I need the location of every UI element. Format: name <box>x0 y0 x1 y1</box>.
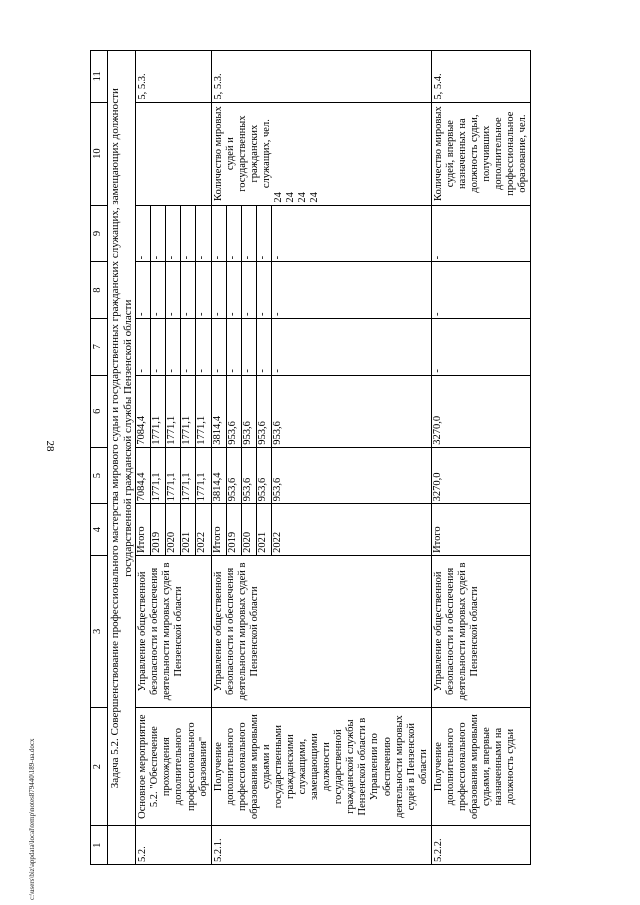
federal-budget-value: - <box>271 369 283 373</box>
regional-budget-value: 1771,1 <box>151 376 166 447</box>
page-number: 28 <box>44 440 56 452</box>
total-funding-value: 953,6 <box>271 477 283 502</box>
row-number: 5.2.1. <box>211 826 431 865</box>
municipal-budget-value: - <box>431 312 443 316</box>
indicator-value: 24 <box>285 192 297 203</box>
activity-name: Основное мероприятие 5.2. "Обеспечение прохождения дополнительного профессионального образования" <box>136 707 211 825</box>
total-funding <box>211 447 431 504</box>
target-indicator-ref: 5, 5.3. <box>136 51 211 103</box>
federal-budget <box>211 318 431 375</box>
years-list <box>431 504 531 556</box>
federal-budget-value: - <box>181 319 196 375</box>
other-sources <box>211 205 431 262</box>
row-number: 5.2.2. <box>431 826 531 865</box>
other-sources-value: - <box>166 206 181 262</box>
years-list-value: Итого <box>212 504 227 555</box>
table-row <box>211 51 431 865</box>
federal-budget-value: - <box>136 319 151 375</box>
municipal-budget-value: - <box>227 262 242 318</box>
regional-budget-value: 3814,4 <box>212 376 227 447</box>
other-sources-value: - <box>136 206 151 262</box>
years-list-value: 2022 <box>271 531 283 553</box>
federal-budget-value: - <box>151 319 166 375</box>
municipal-budget-value: - <box>196 312 208 316</box>
federal-budget-value: - <box>242 319 257 375</box>
years-list-value: 2021 <box>257 504 272 555</box>
total-funding-value: 3814,4 <box>212 448 227 504</box>
total-funding-value: 1771,1 <box>151 448 166 504</box>
task-row <box>108 51 136 865</box>
column-number-9: 9 <box>91 205 108 262</box>
other-sources-value: - <box>196 255 208 260</box>
municipal-budget <box>211 262 431 319</box>
total-funding <box>431 447 531 504</box>
federal-budget <box>431 318 531 375</box>
years-list-value: 2019 <box>151 504 166 555</box>
other-sources <box>136 205 211 262</box>
column-number-6: 6 <box>91 375 108 447</box>
indicator-value: 24 <box>309 192 321 203</box>
other-sources-value: - <box>257 206 272 262</box>
federal-budget-value: - <box>227 319 242 375</box>
indicator-title: Количество мировых судей и государственных гражданских служащих, чел. <box>212 106 272 201</box>
regional-budget-value: 1771,1 <box>196 415 208 445</box>
regional-budget <box>431 375 531 447</box>
task-title: Задача 5.2. Совершенствование профессионального мастерства мирового судьи и государственных гражданских служащих, замещающих должности государственной гражданской службы Пензенской области <box>108 51 136 826</box>
federal-budget-value: - <box>196 369 208 373</box>
years-list-value: Итого <box>136 504 151 555</box>
years-list-value: Итого <box>431 526 443 553</box>
total-funding-value: 1771,1 <box>196 472 208 502</box>
total-funding-value: 7084,4 <box>136 448 151 504</box>
indicator-cell <box>211 102 431 205</box>
other-sources <box>431 205 531 262</box>
years-list-value: 2020 <box>166 504 181 555</box>
other-sources-value: - <box>431 255 443 260</box>
column-number-11: 11 <box>91 51 108 103</box>
years-list <box>211 504 431 556</box>
other-sources-value: - <box>271 255 283 260</box>
municipal-budget-value: - <box>166 262 181 318</box>
column-number-10: 10 <box>91 102 108 205</box>
total-funding-value: 953,6 <box>257 448 272 504</box>
indicator-title: Количество мировых судей, впервые назначенных на должность судьи, получивших дополнительное профессиональное образование, чел. <box>432 106 529 201</box>
municipal-budget-value: - <box>271 312 283 316</box>
column-number-1: 1 <box>91 826 108 865</box>
row-number: 5.2. <box>136 826 211 865</box>
regional-budget-value: 1771,1 <box>166 376 181 447</box>
years-list-value: 2020 <box>242 504 257 555</box>
years-list <box>136 504 211 556</box>
column-number-row <box>91 51 108 865</box>
regional-budget-value: 1771,1 <box>181 376 196 447</box>
activity-name: Получение дополнительного профессионального образования мировыми судьями и государственными гражданскими служащими, замещающими должности государственной гражданской службы Пензенской области в Управлении по обеспечению деятельности мировых судей в Пензенской области <box>211 707 431 825</box>
indicator-value: 24 <box>297 192 309 203</box>
federal-budget <box>136 318 211 375</box>
total-funding-value: 1771,1 <box>181 448 196 504</box>
table-row <box>431 51 531 865</box>
regional-budget-value: 953,6 <box>227 376 242 447</box>
total-funding-value: 953,6 <box>227 448 242 504</box>
executor: Управление общественной безопасности и обеспечения деятельности мировых судей в Пензенской области <box>211 555 431 707</box>
years-list-value: 2022 <box>196 531 208 553</box>
federal-budget-value: - <box>257 319 272 375</box>
indicator-cell <box>136 102 211 205</box>
regional-budget-value: 953,6 <box>271 421 283 445</box>
activity-name: Получение дополнительного профессионального образования мировыми судьями, впервые назначенными на должность судьи <box>431 707 531 825</box>
total-funding-value: 1771,1 <box>166 448 181 504</box>
footer-file-path: c:\users\biz\appdata\local\temp\notes879440\189-ua.docx <box>28 738 36 900</box>
indicator-cell <box>431 102 531 205</box>
regional-budget <box>211 375 431 447</box>
rotated-table-container <box>90 50 620 865</box>
municipal-budget <box>431 262 531 319</box>
executor: Управление общественной безопасности и обеспечения деятельности мировых судей в Пензенской области <box>136 555 211 707</box>
column-number-5: 5 <box>91 447 108 504</box>
municipal-budget-value: - <box>257 262 272 318</box>
municipal-budget-value: - <box>151 262 166 318</box>
federal-budget-value: - <box>212 319 227 375</box>
column-number-4: 4 <box>91 504 108 556</box>
indicator-value: 24 <box>272 192 284 203</box>
table-row <box>136 51 211 865</box>
target-indicator-ref: 5, 5.3. <box>211 51 431 103</box>
municipal-budget-value: - <box>212 262 227 318</box>
total-funding-value: 3270,0 <box>431 472 443 502</box>
municipal-budget-value: - <box>136 262 151 318</box>
years-list-value: 2021 <box>181 504 196 555</box>
column-number-7: 7 <box>91 318 108 375</box>
other-sources-value: - <box>227 206 242 262</box>
regional-budget <box>136 375 211 447</box>
executor: Управление общественной безопасности и обеспечения деятельности мировых судей в Пензенской области <box>431 555 531 707</box>
total-funding <box>136 447 211 504</box>
column-number-8: 8 <box>91 262 108 319</box>
regional-budget-value: 953,6 <box>257 376 272 447</box>
program-table <box>90 50 531 865</box>
other-sources-value: - <box>151 206 166 262</box>
municipal-budget-value: - <box>242 262 257 318</box>
years-list-value: 2019 <box>227 504 242 555</box>
other-sources-value: - <box>212 206 227 262</box>
other-sources-value: - <box>181 206 196 262</box>
target-indicator-ref: 5, 5.4. <box>431 51 531 103</box>
federal-budget-value: - <box>431 369 443 373</box>
municipal-budget-value: - <box>181 262 196 318</box>
column-number-3: 3 <box>91 555 108 707</box>
total-funding-value: 953,6 <box>242 448 257 504</box>
other-sources-value: - <box>242 206 257 262</box>
regional-budget-value: 3270,0 <box>431 415 443 445</box>
federal-budget-value: - <box>166 319 181 375</box>
municipal-budget <box>136 262 211 319</box>
regional-budget-value: 953,6 <box>242 376 257 447</box>
regional-budget-value: 7084,4 <box>136 376 151 447</box>
column-number-2: 2 <box>91 707 108 825</box>
